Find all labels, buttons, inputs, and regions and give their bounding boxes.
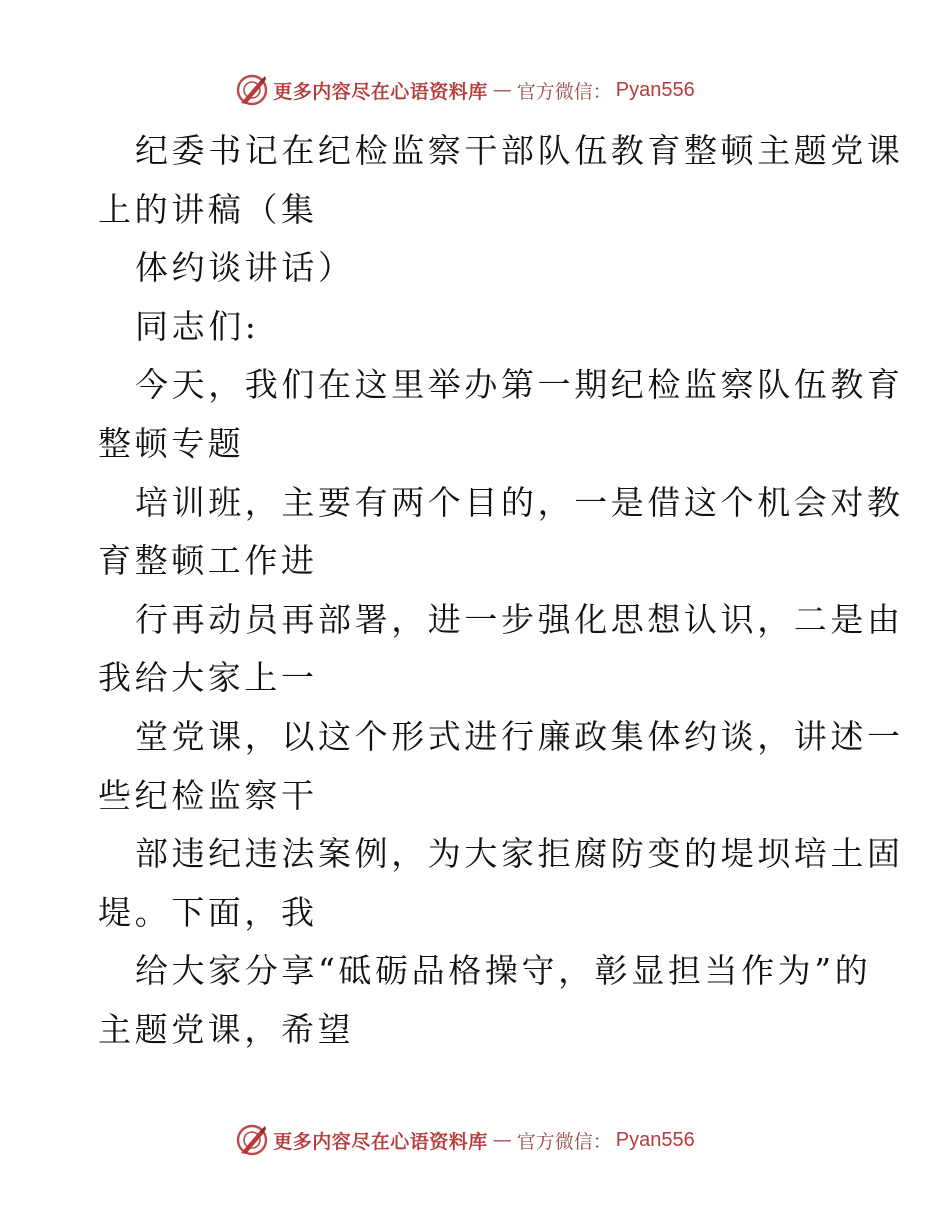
watermark-brand-text: 更多内容尽在心语资料库 <box>273 80 488 103</box>
text-line: 我给大家上一 <box>98 658 318 698</box>
text-line: 今天，我们在这里举办第一期纪检监察队伍教育 <box>135 365 904 405</box>
document-body <box>98 122 904 1060</box>
watermark-wechat-id: Pyan556 <box>615 1128 695 1151</box>
text-line: 部违纪违法案例，为大家拒腐防变的堤坝培土固 <box>135 834 904 874</box>
pen-logo-icon <box>235 1123 269 1157</box>
text-line: 纪委书记在纪检监察干部队伍教育整顿主题党课 <box>135 131 904 170</box>
header-watermark <box>0 70 950 110</box>
watermark-wechat-id: Pyan556 <box>615 78 695 101</box>
text-line: 行再动员再部署，进一步强化思想认识，二是由 <box>135 599 904 639</box>
text-line: 给大家分享“砥砺品格操守，彰显担当作为”的 <box>135 951 872 991</box>
text-line: 主题党课，希望 <box>98 1009 355 1049</box>
text-line: 些纪检监察干 <box>98 775 318 815</box>
watermark-label: 官方微信： <box>516 1130 612 1153</box>
footer-watermark <box>0 1120 950 1160</box>
text-line: 体约谈讲话） <box>135 248 355 288</box>
text-line: 堤。下面，我 <box>98 892 318 932</box>
watermark-brand <box>235 73 695 107</box>
watermark-label: 官方微信： <box>516 80 612 103</box>
text-line: 育整顿工作进 <box>98 541 318 581</box>
watermark-brand-text: 更多内容尽在心语资料库 <box>273 1130 488 1153</box>
text-line: 整顿专题 <box>98 423 245 463</box>
watermark-dash: — <box>492 1129 512 1151</box>
text-line: 同志们: <box>135 306 260 346</box>
watermark-brand <box>235 1123 695 1157</box>
text-line: 堂党课，以这个形式进行廉政集体约谈，讲述一 <box>135 716 904 756</box>
text-line: 上的讲稿（集 <box>98 189 318 229</box>
pen-logo-icon <box>235 73 269 107</box>
watermark-dash: — <box>492 79 512 101</box>
text-line: 培训班，主要有两个目的，一是借这个机会对教 <box>135 482 904 522</box>
